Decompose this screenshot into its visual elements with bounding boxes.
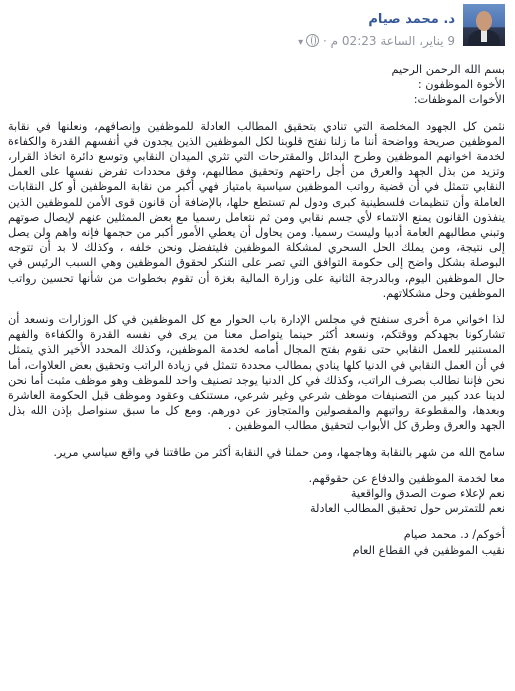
post-line-greeting-male: الأخوة الموظفون : bbox=[417, 78, 505, 92]
post-paragraph-2: لذا اخواني مرة أخرى سنفتح في مجلس الإدارة باب الحوار مع كل الموظفين في كل الوزارات ونسعد أن تشاركونا بجهدكم ووقتكم، ونسعد أكثر حينما يتواصل معنا من يرى في نفسه القدرة والكفاءة والفهم المستنير للعمل النقابي حتى نقوم بفتح المجال أمامه لخدمة الموظفين، وكذلك المحدد الأخير الذي يتمثل في أن العمل النقابي في الدنيا كلها ينادي بمطالب محددة تتمثل في زيادة الراتب وتحقيق بعض العلاوات، أما نحن فإننا نطالب بصرف الراتب، وكذلك في كل الدنيا يوجد تصنيف واحد للموظف وهو موظف مثبت أما نحن لدينا عدد كبير من التصنيفات موظف شرعي وغير شرعي، مستنكف وعقود وموظف قبل الحكومة العاشرة وبعدها، والمقطوعة رواتبهم والمفصولين والمتجاوز عن دورهم. ومع كل ما سبق سنواصل بإذن الله بذل الجهد والعرق وطرق كل الأبواب لتحقيق مطالب الموظفين . bbox=[8, 313, 505, 433]
globe-icon[interactable] bbox=[306, 34, 319, 47]
post-line-greeting-female: الأخوات الموظفات: bbox=[413, 93, 505, 107]
author-avatar[interactable] bbox=[463, 4, 505, 46]
post-header bbox=[8, 0, 507, 62]
post-slogan-3: نعم للتمترس حول تحقيق المطالب العادلة bbox=[310, 502, 505, 516]
post-paragraph-1: نثمن كل الجهود المخلصة التي تنادي بتحقيق المطالب العادلة للموظفين وإنصافهم، ونعلنها في نقابة الموظفين صريحة وواضحة أننا ما زلنا نفتح قلوبنا لكل الموظفين الذين يجدون في أنفسهم القدرة والكفاءة لخدمة اخوانهم الموظفين وطرح البدائل والمقترحات التي تثري الميدان النقابي وتوسع دائرة اتخاذ القرار، وتزيد من بذل الجهد والعرق من أجل راحتهم وتحقيق مطالبهم، وفق محددات تفرض نفسها على العمل النقابي تتمثل في أن قضية رواتب الموظفين سياسية بامتياز فهي أكبر من نقابة الموظفين أو كل النقابات العاملة وأن تنظيمات فلسطينية كبرى ودول لم تستطع حلها، بالإضافة أن قانون قوى الأمن للموظفين الذين ينفذون القانون يمنع الانتماء لأي جسم نقابي ومن ثم نتعامل رسميا مع بعض الممثلين عنهم لإيصال صوتهم وتبني مطالبهم العامة أدبيا وليست رسميا. ومن يحاول أن يعطي الأمور أكبر من حجمها فإنه واهم ولن يصل إلى نتيجة، ومن يملك الحل السحري لمشكلة الموظفين فليتفضل ونحن خلفه ، وكذلك لا بد أن تتوجه البوصلة بشكل واضح إلى حكومة التوافق التي تصر على التنكر لحقوق الموظفين وهي السبب الرئيس في حال الموظفين اليوم، وبالدرجة الثانية على وزارة المالية بغزة أن تقوم بخطوات من شأنها تحسين رواتب الموظفين وحل مشكلاتهم. bbox=[8, 119, 505, 300]
author-name[interactable]: د. محمد صيام bbox=[368, 12, 455, 27]
post-timestamp[interactable]: 9 يناير، الساعة 02:23 م bbox=[330, 34, 455, 48]
avatar-collar bbox=[481, 30, 487, 42]
post-slogan-1: معا لخدمة الموظفين والدفاع عن حقوقهم. bbox=[308, 471, 505, 485]
paragraph-gap bbox=[8, 108, 505, 119]
post-line-basmala: بسم الله الرحمن الرحيم bbox=[391, 63, 505, 76]
chevron-down-icon[interactable]: ▾ bbox=[298, 37, 304, 48]
separator-dot: · bbox=[319, 34, 327, 48]
post-paragraph-3: سامح الله من شهر بالنقابة وهاجمها، ومن حملنا في النقابة أكثر من طاقتنا في واقع سياسي مرير. bbox=[53, 445, 505, 459]
post-body bbox=[8, 62, 507, 558]
post-meta bbox=[298, 34, 455, 48]
post-signature-title: نقيب الموظفين في القطاع العام bbox=[352, 543, 505, 557]
post-signature-name: أخوكم/ د. محمد صيام bbox=[403, 528, 505, 542]
paragraph-gap bbox=[8, 516, 505, 527]
post-slogan-2: نعم لإعلاء صوت الصدق والواقعية bbox=[350, 487, 505, 501]
paragraph-gap bbox=[8, 301, 505, 312]
avatar-face bbox=[476, 11, 492, 31]
paragraph-gap bbox=[8, 434, 505, 445]
paragraph-gap bbox=[8, 460, 505, 471]
